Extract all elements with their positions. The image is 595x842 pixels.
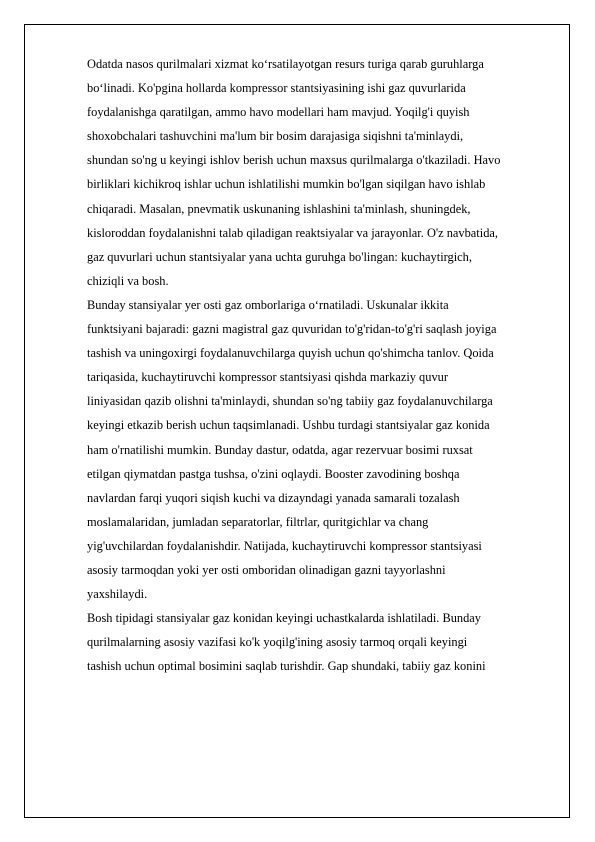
- text-line: gaz quvurlari uchun stantsiyalar yana uchta guruhga bo'lingan: kuchaytirgich,: [87, 249, 472, 264]
- text-line: bo‘linadi. Ko'pgina hollarda kompressor stantsiyasining ishi gaz quvurlarida: [87, 81, 466, 96]
- text-line: Odatda nasos qurilmalari xizmat ko‘rsatilayotgan resurs turiga qarab guruhlarga: [87, 57, 484, 71]
- text-line: liniyasidan qazib olishni ta'minlaydi, shundan so'ng tabiiy gaz foydalanuvchilarga: [87, 394, 493, 409]
- text-line: etilgan qiymatdan pastga tushsa, o'zini oqlaydi. Booster zavodining boshqa: [87, 466, 460, 481]
- text-line: shundan so'ng u keyingi ishlov berish uchun maxsus qurilmalarga o'tkaziladi. Havo: [87, 153, 501, 168]
- text-line: tariqasida, kuchaytiruvchi kompressor stantsiyasi qishda markaziy quvur: [87, 370, 448, 385]
- text-line: funktsiyani bajaradi: gazni magistral gaz quvuridan to'g'ridan-to'g'ri saqlash joyiga: [87, 322, 497, 337]
- text-line: birliklari kichikroq ishlar uchun ishlatilishi mumkin bo'lgan siqilgan havo ishlab: [87, 177, 486, 192]
- text-line: yaxshilaydi.: [87, 587, 148, 602]
- text-line: moslamalaridan, jumladan separatorlar, filtrlar, quritgichlar va chang: [87, 514, 429, 529]
- text-line: ham o'rnatilishi mumkin. Bunday dastur, odatda, agar rezervuar bosimi ruxsat: [87, 442, 473, 457]
- text-line: kisloroddan foydalanishni talab qiladigan reaktsiyalar va jarayonlar. O'z navbatida,: [87, 225, 498, 240]
- text-line: chiziqli va bosh.: [87, 273, 169, 288]
- text-line: qurilmalarning asosiy vazifasi ko'k yoqilg'ining asosiy tarmoq orqali keyingi: [87, 635, 468, 650]
- text-line: foydalanishga qaratilgan, ammo havo modellari ham mavjud. Yoqilg'i quyish: [87, 105, 470, 120]
- text-line: Bunday stansiyalar yer osti gaz omborlariga o‘rnatiladi. Uskunalar ikkita: [87, 297, 449, 312]
- text-line: asosiy tarmoqdan yoki yer osti omboridan olinadigan gazni tayyorlashni: [87, 562, 446, 577]
- text-line: keyingi etkazib berish uchun taqsimlanadi. Ushbu turdagi stantsiyalar gaz konida: [87, 418, 490, 433]
- text-line: shoxobchalari tashuvchini ma'lum bir bosim darajasiga siqishni ta'minlaydi,: [87, 129, 464, 144]
- document-body: [87, 52, 557, 678]
- text-line: navlardan farqi yuqori siqish kuchi va dizayndagi yanada samarali tozalash: [87, 490, 460, 505]
- text-line: chiqaradi. Masalan, pnevmatik uskunaning ishlashini ta'minlash, shuningdek,: [87, 201, 471, 216]
- text-line: yig'uvchilardan foydalanishdir. Natijada, kuchaytiruvchi kompressor stantsiyasi: [87, 538, 482, 553]
- text-line: tashish va uningoxirgi foydalanuvchilarga quyish uchun qo'shimcha tanlov. Qoida: [87, 346, 494, 361]
- text-line: tashish uchun optimal bosimini saqlab turishdir. Gap shundaki, tabiiy gaz konini: [87, 659, 486, 674]
- text-line: Bosh tipidagi stansiyalar gaz konidan keyingi uchastkalarda ishlatiladi. Bunday: [87, 611, 482, 626]
